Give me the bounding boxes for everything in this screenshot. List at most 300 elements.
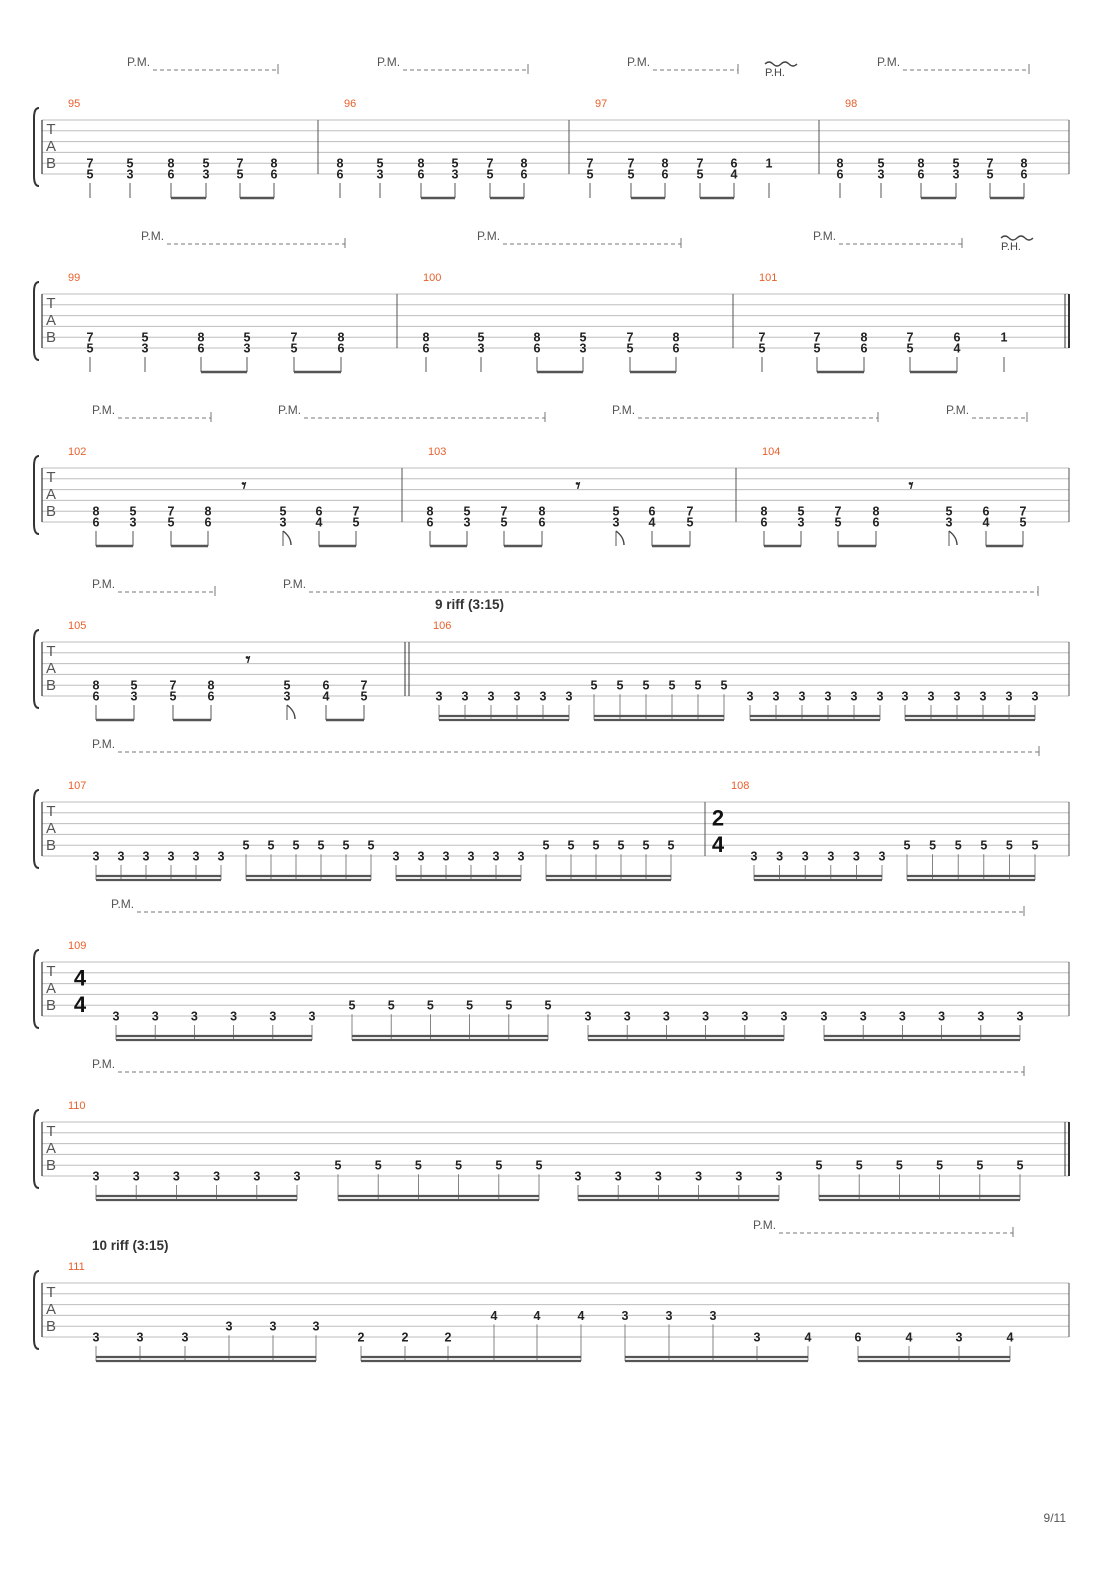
fret-number: 6 [520,167,528,182]
tab-clef-letter: B [45,1157,57,1174]
fret-number: 7 [290,330,298,345]
fret-number: 3 [753,1330,761,1345]
fret-number: 7 [906,330,914,345]
measure-number: 108 [731,780,750,792]
page-number-text: 9/11 [1043,1511,1066,1525]
fret-number: 5 [202,156,210,171]
fret-number: 6 [322,678,330,693]
measure-number: 111 [68,1261,85,1273]
fret-number: 3 [901,689,909,704]
fret-number: 4 [315,515,323,530]
fret-number: 8 [520,156,528,171]
eighth-rest: 𝄾 [575,475,581,496]
fret-number: 5 [616,678,624,693]
system-brace [34,108,39,186]
section-title: 9 riff (3:15) [435,597,505,612]
fret-number: 3 [746,689,754,704]
fret-number: 3 [190,1009,198,1024]
fret-number: 6 [648,504,656,519]
fret-number: 3 [702,1009,710,1024]
fret-number: 5 [834,515,842,530]
eighth-rest: 𝄾 [245,649,251,670]
system-brace [34,456,39,534]
fret-number: 4 [533,1308,541,1323]
harmonic-vibrato-icon [765,62,797,66]
palm-mute-label: P.M. [92,1057,116,1071]
fret-number: 3 [824,689,832,704]
fret-number: 7 [352,504,360,519]
fret-number: 7 [236,156,244,171]
fret-number: 5 [542,838,550,853]
measure-number: 100 [423,272,442,284]
fret-number: 3 [1031,689,1039,704]
fret-number: 5 [877,156,885,171]
fret-number: 5 [374,1158,382,1173]
palm-mute-label: P.M. [946,403,970,417]
fret-number: 5 [626,341,634,356]
fret-number: 5 [668,678,676,693]
eighth-rest: 𝄾 [908,475,914,496]
fret-number: 3 [952,167,960,182]
tab-clef-letter: A [45,820,57,837]
fret-number: 3 [945,515,953,530]
fret-number: 3 [126,167,134,182]
fret-number: 8 [197,330,205,345]
fret-number: 3 [92,1169,100,1184]
fret-number: 3 [435,689,443,704]
fret-number: 3 [574,1169,582,1184]
tab-clef-letter: T [46,469,56,486]
fret-number: 6 [917,167,925,182]
fret-number: 3 [772,689,780,704]
fret-number: 5 [694,678,702,693]
fret-number: 3 [461,689,469,704]
fret-number: 8 [204,504,212,519]
fret-number: 5 [936,1158,944,1173]
fret-number: 3 [132,1169,140,1184]
measure-number: 104 [762,446,781,458]
fret-number: 3 [539,689,547,704]
fret-number: 8 [1020,156,1028,171]
fret-number: 8 [337,330,345,345]
fret-number: 6 [672,341,680,356]
fret-number: 5 [414,1158,422,1173]
fret-number: 3 [797,515,805,530]
fret-number: 3 [117,849,125,864]
tab-clef-letter: A [45,138,57,155]
fret-number: 5 [242,838,250,853]
fret-number: 1 [1000,330,1008,345]
fret-number: 5 [1019,515,1027,530]
section-title: 10 riff (3:15) [92,1238,169,1253]
eighth-flag [616,531,624,545]
tab-clef-letter: A [45,660,57,677]
fret-number: 6 [1020,167,1028,182]
fret-number: 8 [760,504,768,519]
fret-number: 3 [279,515,287,530]
fret-number: 8 [92,678,100,693]
palm-mute-label: P.M. [283,577,307,591]
tab-clef-letter: T [46,295,56,312]
fret-number: 2 [444,1330,452,1345]
fret-number: 3 [293,1169,301,1184]
fret-number: 8 [860,330,868,345]
system-brace [34,950,39,1028]
harmonic-vibrato-icon [1001,236,1033,240]
fret-number: 6 [661,167,669,182]
tab-clef-letter: T [46,803,56,820]
fret-number: 3 [136,1330,144,1345]
measure-number: 99 [68,272,81,284]
fret-number: 5 [486,167,494,182]
fret-number: 5 [86,341,94,356]
fret-number: 5 [797,504,805,519]
fret-number: 3 [181,1330,189,1345]
fret-number: 5 [334,1158,342,1173]
fret-number: 3 [775,1169,783,1184]
measure-number: 109 [68,940,87,952]
fret-number: 5 [592,838,600,853]
fret-number: 3 [877,167,885,182]
fret-number: 5 [86,167,94,182]
fret-number: 3 [876,689,884,704]
fret-number: 7 [696,156,704,171]
fret-number: 3 [1005,689,1013,704]
fret-number: 6 [854,1330,862,1345]
system-brace [34,1110,39,1188]
system-brace [34,1271,39,1349]
eighth-rest: 𝄾 [241,475,247,496]
fret-number: 5 [129,504,137,519]
fret-number: 3 [612,515,620,530]
fret-number: 3 [955,1330,963,1345]
fret-number: 7 [486,156,494,171]
tab-clef-letter: A [45,486,57,503]
fret-number: 3 [230,1009,238,1024]
tab-clef-letter: T [46,963,56,980]
tab-clef-letter: T [46,643,56,660]
measure-number: 101 [759,272,778,284]
fret-number: 5 [945,504,953,519]
fret-number: 5 [352,515,360,530]
fret-number: 3 [665,1308,673,1323]
fret-number: 3 [513,689,521,704]
fret-number: 5 [169,689,177,704]
fret-number: 7 [167,504,175,519]
fret-number: 7 [1019,504,1027,519]
fret-number: 5 [758,341,766,356]
system-brace [34,282,39,360]
fret-number: 6 [337,341,345,356]
fret-number: 3 [662,1009,670,1024]
fret-number: 5 [292,838,300,853]
fret-number: 3 [192,849,200,864]
fret-number: 3 [735,1169,743,1184]
tab-clef-letter: T [46,1284,56,1301]
fret-number: 5 [929,838,937,853]
fret-number: 8 [417,156,425,171]
tab-clef-letter: A [45,312,57,329]
fret-number: 4 [730,167,738,182]
fret-number: 3 [798,689,806,704]
fret-number: 6 [836,167,844,182]
fret-number: 5 [500,515,508,530]
pinch-harmonic-label: P.H. [765,67,785,79]
fret-number: 3 [463,515,471,530]
fret-number: 7 [834,504,842,519]
time-signature-top: 4 [73,965,87,991]
measure-number: 97 [595,98,608,110]
fret-number: 5 [360,689,368,704]
fret-number: 5 [279,504,287,519]
fret-number: 3 [953,689,961,704]
fret-number: 5 [1031,838,1039,853]
fret-number: 3 [1016,1009,1024,1024]
fret-number: 2 [357,1330,365,1345]
fret-number: 3 [579,341,587,356]
palm-mute-label: P.M. [753,1218,777,1232]
fret-number: 3 [492,849,500,864]
fret-number: 8 [426,504,434,519]
fret-number: 6 [315,504,323,519]
fret-number: 3 [92,849,100,864]
fret-number: 5 [387,998,395,1013]
fret-number: 5 [612,504,620,519]
fret-number: 3 [269,1009,277,1024]
fret-number: 3 [898,1009,906,1024]
tab-clef-letter: B [45,997,57,1014]
measure-number: 102 [68,446,87,458]
fret-number: 5 [954,838,962,853]
fret-number: 7 [986,156,994,171]
fret-number: 3 [130,689,138,704]
palm-mute-label: P.M. [141,229,165,243]
fret-number: 5 [617,838,625,853]
fret-number: 5 [267,838,275,853]
fret-number: 5 [130,678,138,693]
fret-number: 6 [270,167,278,182]
fret-number: 5 [696,167,704,182]
fret-number: 3 [129,515,137,530]
palm-mute-label: P.M. [813,229,837,243]
fret-number: 3 [417,849,425,864]
fret-number: 7 [500,504,508,519]
fret-number: 3 [654,1169,662,1184]
fret-number: 5 [720,678,728,693]
palm-mute-label: P.M. [377,55,401,69]
time-signature-top: 2 [711,805,725,831]
fret-number: 6 [336,167,344,182]
fret-number: 4 [322,689,330,704]
fret-number: 4 [1006,1330,1014,1345]
fret-number: 6 [426,515,434,530]
fret-number: 3 [376,167,384,182]
fret-number: 6 [92,689,100,704]
fret-number: 5 [642,838,650,853]
fret-number: 6 [417,167,425,182]
fret-number: 5 [815,1158,823,1173]
fret-number: 6 [422,341,430,356]
fret-number: 3 [141,341,149,356]
pinch-harmonic-label: P.H. [1001,241,1021,253]
fret-number: 3 [927,689,935,704]
fret-number: 5 [903,838,911,853]
fret-number: 5 [342,838,350,853]
fret-number: 3 [269,1319,277,1334]
palm-mute-label: P.M. [92,577,116,591]
fret-number: 2 [401,1330,409,1345]
fret-number: 7 [626,330,634,345]
tab-clef-letter: A [45,1140,57,1157]
fret-number: 5 [505,998,513,1013]
fret-number: 3 [741,1009,749,1024]
fret-number: 8 [538,504,546,519]
eighth-flag [287,705,295,719]
fret-number: 5 [367,838,375,853]
fret-number: 3 [695,1169,703,1184]
palm-mute-label: P.M. [111,897,135,911]
fret-number: 8 [533,330,541,345]
fret-number: 6 [860,341,868,356]
fret-number: 3 [167,849,175,864]
fret-number: 4 [953,341,961,356]
fret-number: 3 [820,1009,828,1024]
fret-number: 4 [648,515,656,530]
fret-number: 5 [451,156,459,171]
fret-number: 3 [243,341,251,356]
tab-clef-letter: A [45,980,57,997]
palm-mute-label: P.M. [92,737,116,751]
palm-mute-label: P.M. [92,403,116,417]
fret-number: 5 [376,156,384,171]
time-signature-bottom: 4 [73,992,87,1018]
fret-number: 6 [872,515,880,530]
fret-number: 3 [584,1009,592,1024]
palm-mute-label: P.M. [477,229,501,243]
fret-number: 3 [283,689,291,704]
fret-number: 5 [426,998,434,1013]
fret-number: 3 [780,1009,788,1024]
fret-number: 6 [953,330,961,345]
fret-number: 3 [776,849,784,864]
measure-number: 96 [344,98,357,110]
fret-number: 6 [197,341,205,356]
measure-number: 95 [68,98,81,110]
fret-number: 3 [217,849,225,864]
fret-number: 5 [141,330,149,345]
fret-number: 5 [952,156,960,171]
fret-number: 3 [467,849,475,864]
fret-number: 3 [392,849,400,864]
fret-number: 3 [442,849,450,864]
fret-number: 3 [312,1319,320,1334]
measure-number: 103 [428,446,447,458]
fret-number: 5 [567,838,575,853]
measure-number: 105 [68,620,87,632]
fret-number: 3 [477,341,485,356]
fret-number: 7 [686,504,694,519]
fret-number: 3 [451,167,459,182]
fret-number: 4 [490,1308,498,1323]
fret-number: 4 [982,515,990,530]
fret-number: 5 [495,1158,503,1173]
fret-number: 3 [92,1330,100,1345]
fret-number: 5 [906,341,914,356]
fret-number: 7 [813,330,821,345]
fret-number: 5 [348,998,356,1013]
fret-number: 5 [642,678,650,693]
eighth-flag [949,531,957,545]
fret-number: 5 [167,515,175,530]
fret-number: 3 [621,1308,629,1323]
fret-number: 3 [151,1009,159,1024]
tab-clef-letter: B [45,677,57,694]
fret-number: 5 [290,341,298,356]
fret-number: 3 [827,849,835,864]
fret-number: 6 [207,689,215,704]
system-brace [34,630,39,708]
tab-clef-letter: T [46,1123,56,1140]
fret-number: 5 [544,998,552,1013]
fret-number: 5 [579,330,587,345]
palm-mute-label: P.M. [612,403,636,417]
fret-number: 5 [980,838,988,853]
fret-number: 5 [1016,1158,1024,1173]
fret-number: 3 [977,1009,985,1024]
fret-number: 4 [577,1308,585,1323]
fret-number: 6 [533,341,541,356]
fret-number: 3 [517,849,525,864]
tab-clef-letter: A [45,1301,57,1318]
fret-number: 8 [872,504,880,519]
fret-number: 6 [760,515,768,530]
tab-clef-letter: B [45,837,57,854]
fret-number: 5 [855,1158,863,1173]
fret-number: 5 [590,678,598,693]
fret-number: 6 [92,515,100,530]
system-brace [34,790,39,868]
fret-number: 1 [765,156,773,171]
fret-number: 4 [804,1330,812,1345]
fret-number: 8 [167,156,175,171]
palm-mute-label: P.M. [278,403,302,417]
fret-number: 3 [801,849,809,864]
palm-mute-label: P.M. [627,55,651,69]
fret-number: 3 [487,689,495,704]
fret-number: 7 [586,156,594,171]
fret-number: 3 [565,689,573,704]
fret-number: 3 [225,1319,233,1334]
fret-number: 7 [758,330,766,345]
fret-number: 3 [202,167,210,182]
tab-clef-letter: B [45,1318,57,1335]
tab-clef-letter: T [46,121,56,138]
fret-number: 5 [535,1158,543,1173]
fret-number: 5 [317,838,325,853]
fret-number: 8 [92,504,100,519]
fret-number: 3 [750,849,758,864]
fret-number: 5 [477,330,485,345]
fret-number: 5 [243,330,251,345]
fret-number: 3 [172,1169,180,1184]
fret-number: 5 [976,1158,984,1173]
fret-number: 5 [686,515,694,530]
measure-number: 106 [433,620,452,632]
tab-clef-letter: B [45,329,57,346]
fret-number: 6 [538,515,546,530]
fret-number: 8 [917,156,925,171]
fret-number: 6 [730,156,738,171]
